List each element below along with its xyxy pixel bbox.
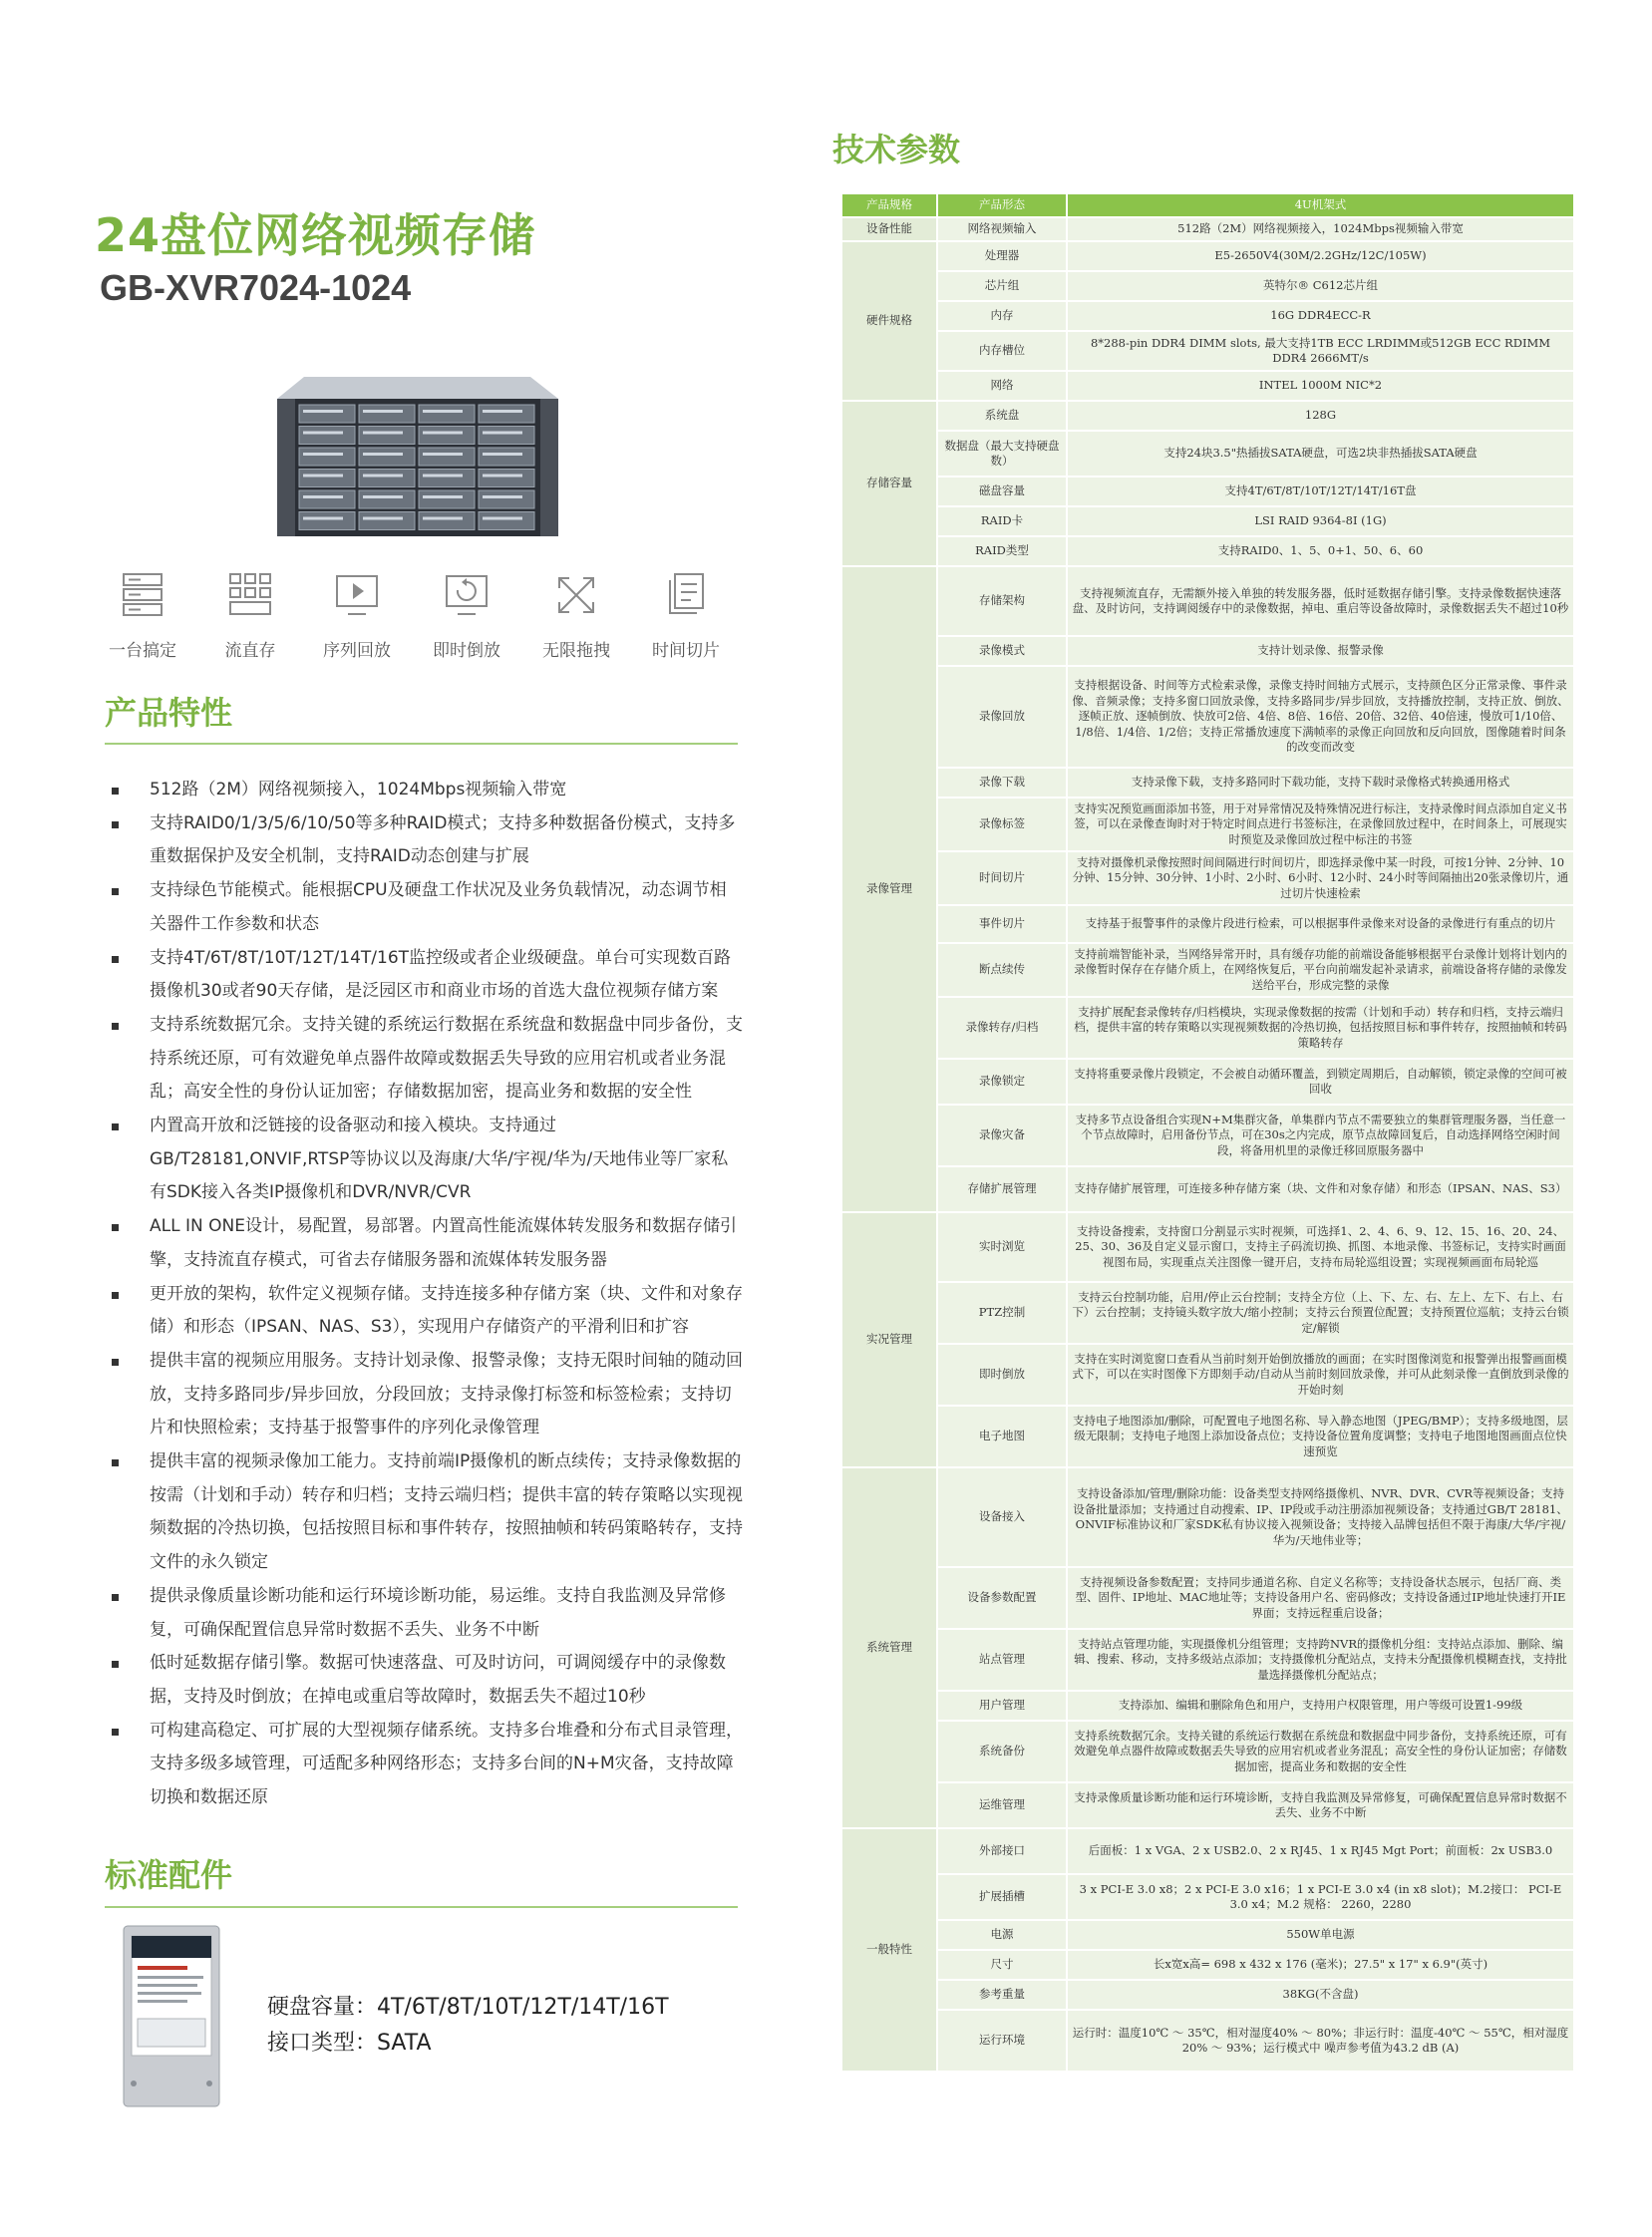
feature-item: 支持RAID0/1/3/5/6/10/50等多种RAID模式；支持多种数据备份模式，支持多重数据保护及安全机制，支持RAID动态创建与扩展 [110, 807, 743, 874]
drive-bay [419, 470, 475, 487]
drive-bay [479, 448, 534, 466]
spec-item-cell: PTZ控制 [937, 1282, 1067, 1344]
spec-value-cell: 支持实况预览画面添加书签，用于对异常情况及特殊情况进行标注，支持录像时间点添加自定义书签，可以在录像查询时对于特定时间点进行书签标注，在录像回放过程中，在时间条上，可展现实时预览及录像回放过程中标注的书签 [1067, 798, 1574, 851]
spec-item-cell: 站点管理 [937, 1629, 1067, 1691]
spec-row [841, 1950, 1574, 1980]
spec-row [841, 768, 1574, 798]
drive-bay [419, 512, 475, 530]
spec-item-cell: 录像回放 [937, 666, 1067, 768]
spec-value-cell: INTEL 1000M NIC*2 [1067, 371, 1574, 401]
drive-bay [419, 427, 475, 445]
drive-bay-handle [303, 517, 343, 520]
spec-row [841, 301, 1574, 331]
spec-item-cell: 录像模式 [937, 636, 1067, 666]
drive-bay-handle [363, 432, 403, 435]
spec-item-cell: 录像转存/归档 [937, 997, 1067, 1059]
spec-value-cell: 支持电子地图添加/删除，可配置电子地图名称、导入静态地图（JPEG/BMP）；支持多级地图，层级无限制；支持电子地图上添加设备点位；支持设备位置角度调整；支持电子地图地图画面点位快速预览 [1067, 1406, 1574, 1467]
spec-table [840, 192, 1575, 2073]
feature-icon-label: 流直存 [224, 641, 276, 661]
drive-bay-handle [303, 432, 343, 435]
drive-bay-handle [303, 495, 343, 498]
spec-row [841, 2010, 1574, 2072]
spec-row [841, 1980, 1574, 2010]
spec-value-cell: 支持计划录像、报警录像 [1067, 636, 1574, 666]
spec-header-cell: 产品规格 [841, 193, 937, 217]
drive-bay [359, 490, 415, 508]
spec-row [841, 241, 1574, 271]
feature-icon-item [88, 568, 197, 661]
feature-item: 支持4T/6T/8T/10T/12T/14T/16T监控级或者企业级硬盘。单台可实现数百路摄像机30或者90天存储，是泛园区市和商业市场的首选大盘位视频存储方案 [110, 942, 743, 1009]
drive-bay [359, 512, 415, 530]
drive-bay [479, 405, 534, 423]
spec-value-cell: 支持基于报警事件的录像片段进行检索，可以根据事件录像来对设备的录像进行有重点的切片 [1067, 905, 1574, 943]
spec-row [841, 1406, 1574, 1467]
drive-bay-handle [423, 517, 463, 520]
spec-value-cell: 支持扩展配套录像转存/归档模块，实现录像数据的按需（计划和手动）转存和归档，支持云端归档，提供丰富的转存策略以实现视频数据的冷热切换，包括按照目标和事件转存，按照抽帧和转码策略转存 [1067, 997, 1574, 1059]
drive-bay [359, 427, 415, 445]
drive-bay [299, 470, 355, 487]
spec-value-cell: 支持添加、编辑和删除角色和用户，支持用户权限管理，用户等级可设置1-99级 [1067, 1691, 1574, 1721]
spec-value-cell: 8*288-pin DDR4 DIMM slots, 最大支持1TB ECC LRDIMM或512GB ECC RDIMM DDR4 2666MT/s [1067, 331, 1574, 371]
spec-item-cell: 设备参数配置 [937, 1567, 1067, 1629]
drive-bay [479, 470, 534, 487]
spec-value-cell: 支持设备搜索，支持窗口分割显示实时视频，可选择1、2、4、6、9、12、15、16、20、24、25、30、36及自定义显示窗口，支持主子码流切换、抓图、本地录像、书签标记，支持实时画面视图布局，实现重点关注图像一键开启，支持布局轮巡组设置；实现视频画面布局轮巡 [1067, 1212, 1574, 1282]
spec-item-cell: 内存槽位 [937, 331, 1067, 371]
spec-item-cell: 用户管理 [937, 1691, 1067, 1721]
drive-bay [299, 448, 355, 466]
feature-item: 支持系统数据冗余。支持关键的系统运行数据在系统盘和数据盘中同步备份，支持系统还原，可有效避免单点器件故障或数据丢失导致的应用宕机或者业务混乱；高安全性的身份认证加密；存储数据加密，提高业务和数据的安全性 [110, 1009, 743, 1110]
feature-icon-item [195, 568, 305, 661]
spec-category-cell: 存储容量 [841, 401, 937, 566]
feature-item: ALL IN ONE设计，易配置，易部署。内置高性能流媒体转发服务和数据存储引擎，支持流直存模式，可省去存储服务器和流媒体转发服务器 [110, 1210, 743, 1277]
spec-row [841, 1212, 1574, 1282]
rewind-screen-icon [440, 568, 494, 622]
feature-item: 提供丰富的视频录像加工能力。支持前端IP摄像机的断点续传；支持录像数据的按需（计划和手动）转存和归档；支持云端归档；提供丰富的转存策略以实现视频数据的冷热切换，包括按照目标和事件转存，按照抽帧和转码策略转存，支持文件的永久锁定 [110, 1445, 743, 1580]
spec-row [841, 1059, 1574, 1105]
drive-bay-handle [363, 410, 403, 413]
drive-bay [479, 490, 534, 508]
spec-row [841, 371, 1574, 401]
spec-value-cell: 支持录像下载，支持多路同时下载功能，支持下载时录像格式转换通用格式 [1067, 768, 1574, 798]
feature-item: 低时延数据存储引擎。数据可快速落盘、可及时访问，可调阅缓存中的录像数据，支持及时倒放；在掉电或重启等故障时，数据丢失不超过10秒 [110, 1647, 743, 1714]
feature-item: 内置高开放和泛链接的设备驱动和接入模块。支持通过GB/T28181,ONVIF,RTSP等协议以及海康/大华/宇视/华为/天地伟业等厂家私有SDK接入各类IP摄像机和DVR/NVR/CVR [110, 1110, 743, 1210]
spec-category-cell: 硬件规格 [841, 241, 937, 401]
spec-value-cell: 支持对摄像机录像按照时间间隔进行时间切片，即选择录像中某一时段，可按1分钟、2分钟、10分钟、15分钟、30分钟、1小时、2小时、6小时、12小时、24小时等间隔抽出20张录像切片，通过切片快速检索 [1067, 851, 1574, 905]
spec-category-cell: 系统管理 [841, 1467, 937, 1828]
feature-icon-item [631, 568, 741, 661]
spec-value-cell: 支持存储扩展管理，可连接多种存储方案（块、文件和对象存储）和形态（IPSAN、NAS、S3） [1067, 1166, 1574, 1212]
feature-icon-label: 序列回放 [323, 641, 391, 661]
spec-item-cell: 扩展插槽 [937, 1874, 1067, 1920]
drive-bay [479, 512, 534, 530]
feature-item: 更开放的架构，软件定义视频存储。支持连接多种存储方案（块、文件和对象存储）和形态（IPSAN、NAS、S3），实现用户存储资产的平滑利旧和扩容 [110, 1278, 743, 1345]
spec-item-cell: 系统盘 [937, 401, 1067, 431]
spec-row [841, 431, 1574, 477]
feature-icon-label: 一台搞定 [109, 641, 176, 661]
spec-item-cell: RAID类型 [937, 536, 1067, 566]
spec-item-cell: 系统备份 [937, 1721, 1067, 1782]
spec-item-cell: 电子地图 [937, 1406, 1067, 1467]
drive-bay-handle [483, 432, 522, 435]
features-section-title: 产品特性 [105, 694, 233, 732]
spec-item-cell: 存储扩展管理 [937, 1166, 1067, 1212]
drive-bay [299, 405, 355, 423]
drive-bay [419, 405, 475, 423]
spec-value-cell: 长x宽x高= 698 x 432 x 176 (毫米)；27.5" x 17" x 6.9"(英寸) [1067, 1950, 1574, 1980]
spec-item-cell: 电源 [937, 1920, 1067, 1950]
drive-bay-handle [483, 495, 522, 498]
spec-value-cell: 支持系统数据冗余。支持关键的系统运行数据在系统盘和数据盘中同步备份，支持系统还原，可有效避免单点器件故障或数据丢失导致的应用宕机或者业务混乱；高安全性的身份认证加密；存储数据加密，提高业务和数据的安全性 [1067, 1721, 1574, 1782]
drive-bay [299, 512, 355, 530]
spec-value-cell: 支持前端智能补录，当网络异常开时，具有缓存功能的前端设备能够根据平台录像计划将计划内的录像暂时保存在存储介质上，在网络恢复后，平台向前端发起补录请求，前端设备将存储的录像发送给平台，形成完整的录像 [1067, 943, 1574, 997]
feature-icon-item [412, 568, 521, 661]
feature-item: 提供录像质量诊断功能和运行环境诊断功能，易运维。支持自我监测及异常修复，可确保配置信息异常时数据不丢失、业务不中断 [110, 1580, 743, 1647]
spec-value-cell: E5-2650V4(30M/2.2GHz/12C/105W) [1067, 241, 1574, 271]
server-top-panel [277, 377, 558, 399]
spec-item-cell: 实时浏览 [937, 1212, 1067, 1282]
spec-row [841, 1282, 1574, 1344]
spec-header-row [841, 193, 1574, 217]
spec-item-cell: 录像灾备 [937, 1105, 1067, 1166]
spec-row [841, 536, 1574, 566]
spec-category-cell: 实况管理 [841, 1212, 937, 1467]
spec-item-cell: 处理器 [937, 241, 1067, 271]
spec-category-cell: 设备性能 [841, 217, 937, 241]
spec-value-cell: 支持视频流直存，无需额外接入单独的转发服务器，低时延数据存储引擎。支持录像数据快速落盘、及时访问，支持调阅缓存中的录像数据，掉电、重启等设备故障时，录像数据丢失不超过10秒 [1067, 566, 1574, 636]
spec-header-cell: 产品形态 [937, 193, 1067, 217]
hard-drive-image [122, 1924, 221, 2108]
spec-row [841, 506, 1574, 536]
drive-bay [359, 405, 415, 423]
spec-row [841, 997, 1574, 1059]
spec-row [841, 217, 1574, 241]
drive-bay [359, 470, 415, 487]
server-stack-icon [116, 568, 169, 622]
spec-value-cell: 支持录像质量诊断功能和运行环境诊断，支持自我监测及异常修复，可确保配置信息异常时数据不丢失、业务不中断 [1067, 1782, 1574, 1828]
spec-item-cell: RAID卡 [937, 506, 1067, 536]
spec-item-cell: 事件切片 [937, 905, 1067, 943]
drive-bay-handle [483, 410, 522, 413]
spec-value-cell: 支持云台控制功能，启用/停止云台控制；支持全方位（上、下、左、右、左上、左下、右上、右下）云台控制；支持镜头数字放大/缩小控制；支持云台预置位配置；支持预置位巡航；支持云台锁定/解锁 [1067, 1282, 1574, 1344]
spec-item-cell: 参考重量 [937, 1980, 1067, 2010]
spec-row [841, 943, 1574, 997]
spec-row [841, 1828, 1574, 1874]
spec-row [841, 798, 1574, 851]
spec-value-cell: 运行时：温度10℃ ～ 35℃，相对湿度40% ～ 80%；非运行时：温度-40℃ ～ 55℃，相对湿度20% ～ 93%；运行模式中 噪声参考值为43.2 dB (A) [1067, 2010, 1574, 2072]
feature-item: 支持绿色节能模式。能根据CPU及硬盘工作状况及业务负载情况，动态调节相关器件工作参数和状态 [110, 874, 743, 941]
feature-item: 512路（2M）网络视频接入，1024Mbps视频输入带宽 [110, 774, 743, 807]
server-product-image [269, 369, 558, 543]
spec-value-cell: 512路（2M）网络视频接入，1024Mbps视频输入带宽 [1067, 217, 1574, 241]
spec-item-cell: 尺寸 [937, 1950, 1067, 1980]
spec-value-cell: 支持根据设备、时间等方式检索录像，录像支持时间轴方式展示，支持颜色区分正常录像、事件录像、音频录像；支持多窗口回放录像，支持多路同步/异步回放，支持播放控制，支持正放、倒放、逐帧正放、逐帧倒放、快放可2倍、4倍、8倍、16倍、20倍、32倍、40倍速，慢放可1/10倍、1/8倍、1/4倍、1/2倍；支持正常播放速度下满帧率的录像正向回放和反向回放，图像随着时间条的改变而改变 [1067, 666, 1574, 768]
spec-row [841, 1166, 1574, 1212]
drive-bay-handle [423, 475, 463, 478]
spec-category-cell: 一般特性 [841, 1828, 937, 2072]
spec-section-title: 技术参数 [832, 131, 961, 168]
spec-row [841, 636, 1574, 666]
spec-value-cell: 128G [1067, 401, 1574, 431]
spec-row [841, 271, 1574, 301]
feature-icon-label: 即时倒放 [433, 641, 500, 661]
drive-bay-handle [483, 453, 522, 456]
feature-icon-item [521, 568, 631, 661]
spec-row [841, 1567, 1574, 1629]
drive-bay-handle [363, 475, 403, 478]
spec-row [841, 851, 1574, 905]
drive-bay [419, 448, 475, 466]
spec-value-cell: 16G DDR4ECC-R [1067, 301, 1574, 331]
spec-value-cell: 英特尔® C612芯片组 [1067, 271, 1574, 301]
drive-bay-handle [483, 475, 522, 478]
play-screen-icon [330, 568, 384, 622]
drive-bay [359, 448, 415, 466]
spec-row [841, 566, 1574, 636]
spec-item-cell: 录像标签 [937, 798, 1067, 851]
drive-bay-handle [303, 453, 343, 456]
drive-bay [479, 427, 534, 445]
drive-bay-handle [483, 517, 522, 520]
spec-value-cell: 支持多节点设备组合实现N+M集群灾备，单集群内节点不需要独立的集群管理服务器，当任意一个节点故障时，启用备份节点，可在30s之内完成，原节点故障回复后，自动选择网络空闲时间段，将备用机里的录像迁移回原服务器中 [1067, 1105, 1574, 1166]
spec-row [841, 1629, 1574, 1691]
spec-row [841, 1920, 1574, 1950]
drive-bay-handle [423, 410, 463, 413]
slice-pages-icon [659, 568, 713, 622]
spec-value-cell: 支持RAID0、1、5、0+1、50、6、60 [1067, 536, 1574, 566]
section-divider [105, 743, 738, 745]
disk-interface-text: 接口类型：SATA [267, 2031, 432, 2056]
spec-item-cell: 存储架构 [937, 566, 1067, 636]
drive-bay [419, 490, 475, 508]
spec-row [841, 401, 1574, 431]
spec-row [841, 331, 1574, 371]
drive-bay-handle [423, 495, 463, 498]
spec-item-cell: 断点续传 [937, 943, 1067, 997]
spec-item-cell: 运行环境 [937, 2010, 1067, 2072]
spec-header-cell: 4U机架式 [1067, 193, 1574, 217]
spec-item-cell: 内存 [937, 301, 1067, 331]
spec-item-cell: 芯片组 [937, 271, 1067, 301]
spec-row [841, 905, 1574, 943]
spec-value-cell: 支持站点管理功能，实现摄像机分组管理；支持跨NVR的摄像机分组：支持站点添加、删除、编辑、搜索、移动，支持多级站点添加；支持摄像机分配站点，支持未分配摄像机模糊查找，支持批量选择摄像机分配站点； [1067, 1629, 1574, 1691]
product-model: GB-XVR7024-1024 [100, 267, 412, 308]
spec-row [841, 1874, 1574, 1920]
spec-category-cell: 录像管理 [841, 566, 937, 1212]
spec-row [841, 1721, 1574, 1782]
section-divider [105, 1906, 738, 1908]
drive-bay [299, 427, 355, 445]
spec-row [841, 1344, 1574, 1406]
spec-row [841, 1105, 1574, 1166]
feature-item: 可构建高稳定、可扩展的大型视频存储系统。支持多台堆叠和分布式目录管理，支持多级多域管理，可适配多种网络形态；支持多台间的N+M灾备，支持故障切换和数据还原 [110, 1715, 743, 1815]
drive-bay [299, 490, 355, 508]
spec-value-cell: 38KG(不含盘) [1067, 1980, 1574, 2010]
product-title: 24盘位网络视频存储 [95, 208, 536, 262]
spec-value-cell: 550W单电源 [1067, 1920, 1574, 1950]
spec-row [841, 477, 1574, 506]
drive-bay-handle [303, 410, 343, 413]
expand-arrows-icon [549, 568, 603, 622]
spec-item-cell: 磁盘容量 [937, 477, 1067, 506]
spec-value-cell: 支持在实时浏览窗口查看从当前时刻开始倒放播放的画面；在实时图像浏览和报警弹出报警画面模式下，可以在实时图像下方即刻手动/自动从当前时刻回放录像，并可从此刻录像一直倒放到录像的开始时刻 [1067, 1344, 1574, 1406]
spec-row [841, 1467, 1574, 1567]
spec-item-cell: 设备接入 [937, 1467, 1067, 1567]
spec-row [841, 666, 1574, 768]
spec-value-cell: 支持将重要录像片段锁定，不会被自动循环覆盖，到锁定周期后，自动解锁，锁定录像的空间可被回收 [1067, 1059, 1574, 1105]
drive-bay-handle [423, 432, 463, 435]
spec-value-cell: 支持24块3.5"热插拔SATA硬盘，可选2块非热插拔SATA硬盘 [1067, 431, 1574, 477]
accessories-section-title: 标准配件 [105, 1856, 233, 1894]
drive-bay-handle [363, 453, 403, 456]
spec-row [841, 1782, 1574, 1828]
spec-item-cell: 运维管理 [937, 1782, 1067, 1828]
spec-value-cell: 支持视频设备参数配置；支持同步通道名称、自定义名称等；支持设备状态展示，包括厂商、类型、固件、IP地址、MAC地址等；支持设备用户名、密码修改；支持设备通过IP地址快速打开IE界面；支持远程重启设备； [1067, 1567, 1574, 1629]
spec-row [841, 1691, 1574, 1721]
spec-value-cell: LSI RAID 9364-8I (1G) [1067, 506, 1574, 536]
spec-item-cell: 网络视频输入 [937, 217, 1067, 241]
drive-bay-handle [363, 495, 403, 498]
feature-icon-label: 无限拖拽 [542, 641, 610, 661]
spec-value-cell: 支持4T/6T/8T/10T/12T/14T/16T盘 [1067, 477, 1574, 506]
feature-icon-label: 时间切片 [652, 641, 720, 661]
disk-capacity-text: 硬盘容量：4T/6T/8T/10T/12T/14T/16T [267, 1995, 669, 2020]
feature-icon-item [302, 568, 412, 661]
drive-bay-handle [423, 453, 463, 456]
spec-item-cell: 时间切片 [937, 851, 1067, 905]
spec-value-cell: 3 x PCI-E 3.0 x8；2 x PCI-E 3.0 x16；1 x PCI-E 3.0 x4 (in x8 slot)；M.2接口： PCI-E 3.0 x4；M.2 规格： 2260，2280 [1067, 1874, 1574, 1920]
feature-item: 提供丰富的视频应用服务。支持计划录像、报警录像；支持无限时间轴的随动回放，支持多路同步/异步回放，分段回放；支持录像打标签和标签检索；支持切片和快照检索；支持基于报警事件的序列化录像管理 [110, 1345, 743, 1445]
drive-bay-handle [363, 517, 403, 520]
spec-item-cell: 外部接口 [937, 1828, 1067, 1874]
spec-value-cell: 后面板：1 x VGA、2 x USB2.0、2 x RJ45、1 x RJ45 Mgt Port；前面板：2x USB3.0 [1067, 1828, 1574, 1874]
spec-item-cell: 即时倒放 [937, 1344, 1067, 1406]
drive-bay-handle [303, 475, 343, 478]
spec-value-cell: 支持设备添加/管理/删除功能：设备类型支持网络摄像机、NVR、DVR、CVR等视频设备；支持设备批量添加；支持通过自动搜索、IP、IP段或手动注册添加视频设备；支持通过GB/T 28181、ONVIF标准协议和厂家SDK私有协议接入视频设备；支持接入品牌包括但不限于海康/大华/宇视/华为/天地伟业等； [1067, 1467, 1574, 1567]
grid-store-icon [223, 568, 277, 622]
spec-item-cell: 录像锁定 [937, 1059, 1067, 1105]
spec-item-cell: 录像下载 [937, 768, 1067, 798]
feature-list [110, 774, 743, 1815]
spec-item-cell: 网络 [937, 371, 1067, 401]
spec-item-cell: 数据盘（最大支持硬盘数） [937, 431, 1067, 477]
